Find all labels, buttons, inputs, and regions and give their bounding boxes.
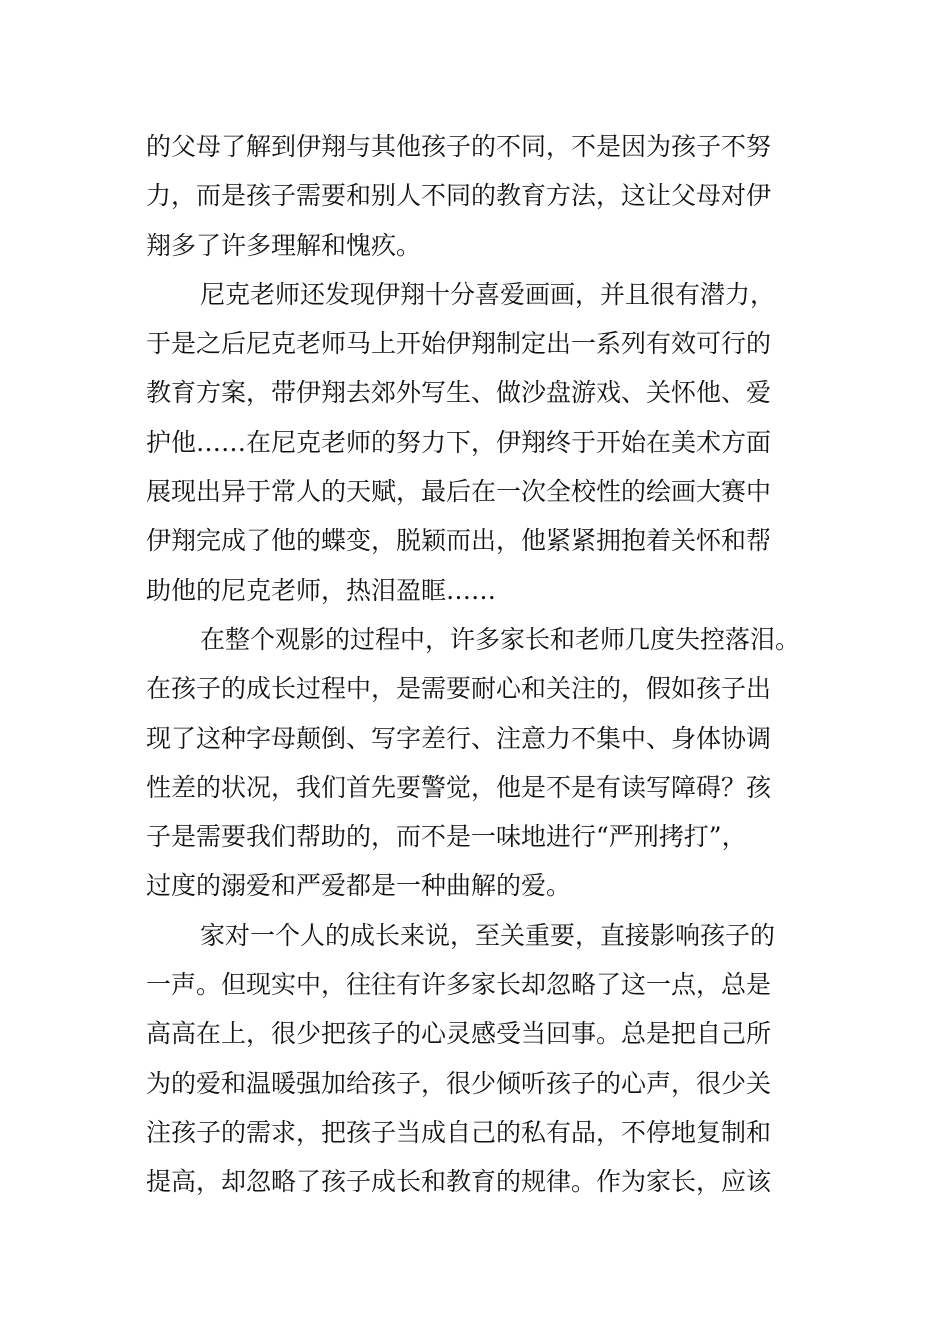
text-line-21: 注孩子的需求，把孩子当成自己的私有品，不停地复制和 — [146, 1117, 772, 1147]
text-line-9: 伊翔完成了他的蝶变，脱颖而出，他紧紧拥抱着关怀和帮 — [146, 526, 772, 556]
text-line-13: 现了这种字母颠倒、写字差行、注意力不集中、身体协调 — [146, 723, 772, 753]
text-line-4: 尼克老师还发现伊翔十分喜爱画画，并且很有潜力， — [200, 279, 776, 309]
text-line-7: 护他……在尼克老师的努力下，伊翔终于开始在美术方面 — [146, 427, 772, 457]
text-line-17: 家对一个人的成长来说，至关重要，直接影响孩子的 — [200, 920, 776, 950]
text-line-18: 一声。但现实中，往往有许多家长却忽略了这一点，总是 — [146, 970, 772, 1000]
text-line-20: 为的爱和温暖强加给孩子，很少倾听孩子的心声，很少关 — [146, 1068, 772, 1098]
text-line-5: 于是之后尼克老师马上开始伊翔制定出一系列有效可行的 — [146, 329, 772, 359]
body-text — [146, 122, 846, 1207]
text-line-3: 翔多了许多理解和愧疚。 — [146, 230, 422, 260]
text-line-22: 提高，却忽略了孩子成长和教育的规律。作为家长，应该 — [146, 1167, 772, 1197]
text-line-2: 力，而是孩子需要和别人不同的教育方法，这让父母对伊 — [146, 181, 772, 211]
text-line-1: 的父母了解到伊翔与其他孩子的不同，不是因为孩子不努 — [146, 132, 772, 161]
text-line-15: 子是需要我们帮助的，而不是一味地进行“严刑拷打”， — [146, 822, 747, 852]
text-line-19: 高高在上，很少把孩子的心灵感受当回事。总是把自己所 — [146, 1019, 772, 1049]
text-line-8: 展现出异于常人的天赋，最后在一次全校性的绘画大赛中 — [146, 477, 772, 507]
text-line-16: 过度的溺爱和严爱都是一种曲解的爱。 — [146, 871, 572, 901]
text-line-14: 性差的状况，我们首先要警觉，他是不是有读写障碍？孩 — [146, 772, 772, 802]
text-line-6: 教育方案，带伊翔去郊外写生、做沙盘游戏、关怀他、爱 — [146, 378, 772, 408]
text-line-11: 在整个观影的过程中，许多家长和老师几度失控落泪。 — [200, 624, 801, 654]
text-line-12: 在孩子的成长过程中，是需要耐心和关注的，假如孩子出 — [146, 674, 772, 704]
text-line-10: 助他的尼克老师，热泪盈眶…… — [146, 575, 497, 605]
